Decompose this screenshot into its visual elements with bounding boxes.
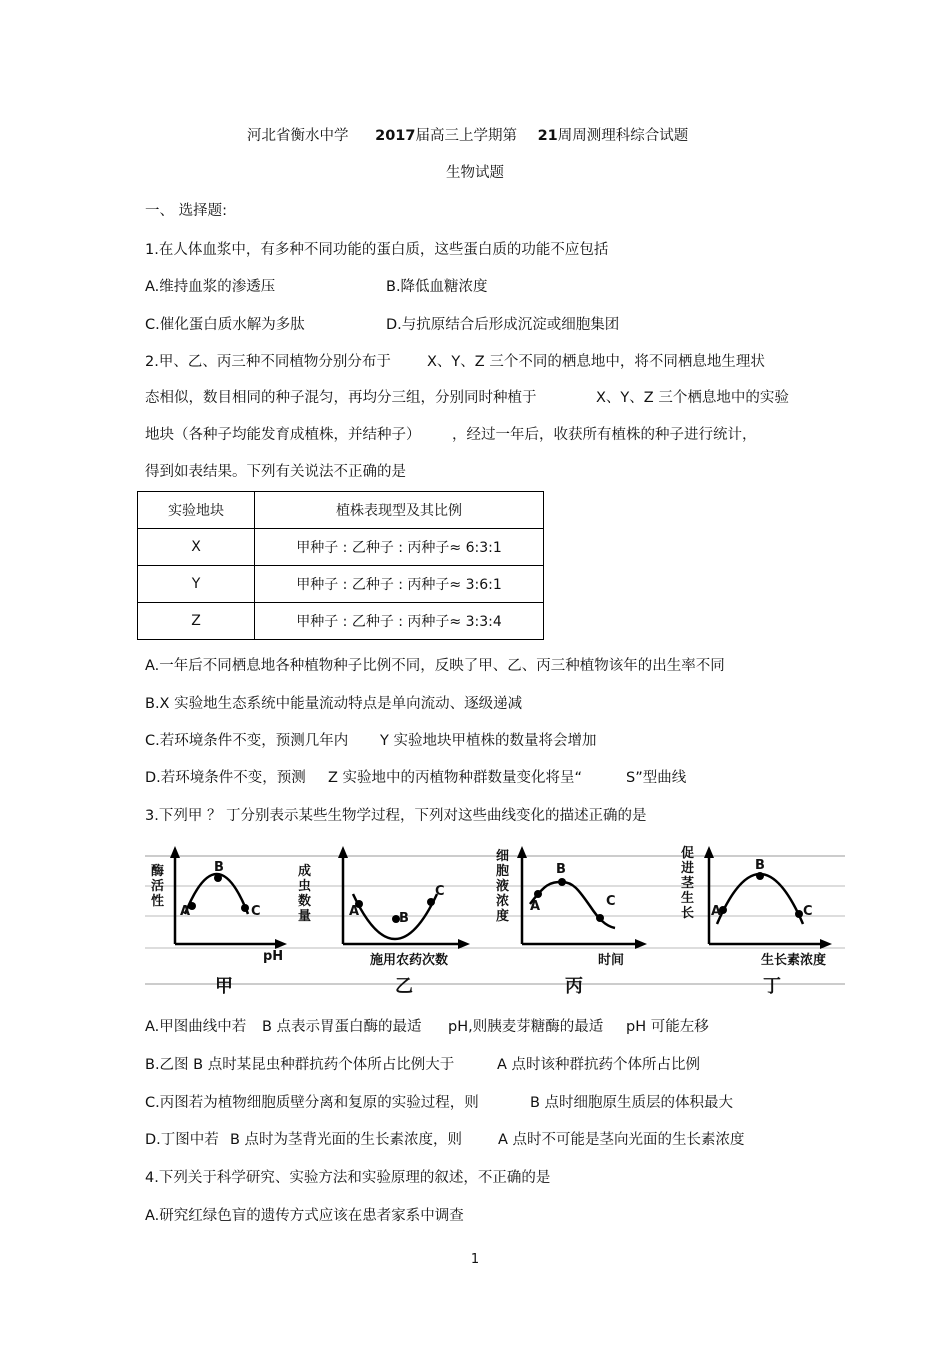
- q3-option-a-part4: pH 可能左移: [626, 1019, 709, 1035]
- q2-table: [137, 491, 544, 640]
- point-b-label: B: [556, 862, 566, 877]
- point-c-label: C: [803, 904, 813, 919]
- q3-figure: [145, 844, 845, 997]
- q3-stem: 3.下列甲 ？ 丁分别表示某些生物学过程，下列对这些曲线变化的描述正确的是: [145, 808, 647, 824]
- q2-option-c-part2: Y 实验地块甲植株的数量将会增加: [380, 733, 597, 749]
- exam-title: [247, 127, 688, 145]
- graph-bing-xlabel: 时间: [598, 953, 625, 968]
- graph-bing-ylabel: 细胞液浓度: [496, 849, 510, 924]
- graph-yi-ylabel: 成虫数量: [298, 864, 312, 924]
- q2-option-c-part1: C.若环境条件不变，预测几年内: [145, 733, 349, 749]
- point-b-label: B: [214, 860, 224, 875]
- q2-option-a: A.一年后不同栖息地各种植物种子比例不同，反映了甲、乙、丙三种植物该年的出生率不同: [145, 658, 725, 674]
- table-row: [138, 566, 544, 603]
- graph-bing-caption: 丙: [565, 976, 583, 997]
- title-part-2: 2017: [375, 128, 416, 144]
- graph-jia-ylabel: 酶活性: [151, 864, 165, 909]
- graph-ding-ylabel: 促进茎生长: [681, 846, 695, 921]
- q1-option-d: D.与抗原结合后形成沉淀或细胞集团: [386, 317, 620, 333]
- table-row: [138, 529, 544, 566]
- point-a-label: A: [349, 904, 360, 919]
- point-b-label: B: [399, 911, 409, 926]
- title-part-1: 河北省衡水中学: [247, 128, 349, 144]
- table-cell: 甲种子 : 乙种子 : 丙种子≈ 3:3:4: [255, 603, 544, 640]
- graph-jia-caption: 甲: [215, 976, 233, 997]
- q2-stem-3b: ，经过一年后，收获所有植株的种子进行统计，: [452, 427, 757, 443]
- q3-option-d-part1: D.丁图中若: [145, 1132, 219, 1148]
- point-a-label: A: [530, 899, 541, 914]
- title-part-5: 周周测理科综合试题: [557, 128, 689, 144]
- graph-ding-caption: 丁: [763, 976, 781, 997]
- q3-option-a-part3: pH,则胰麦芽糖酶的最适: [448, 1019, 604, 1035]
- q3-option-c-part1: C.丙图若为植物细胞质壁分离和复原的实验过程，则: [145, 1095, 479, 1111]
- title-part-4: 21: [537, 128, 558, 144]
- graph-jia: [145, 844, 315, 997]
- q2-stem-2a: 态相似，数目相同的种子混匀，再均分三组，分别同时种植于: [145, 390, 537, 406]
- point-a-label: A: [711, 904, 722, 919]
- q3-option-c-part2: B 点时细胞原生质层的体积最大: [530, 1095, 734, 1111]
- table-row: [138, 603, 544, 640]
- q3-option-a-part2: B 点表示胃蛋白酶的最适: [262, 1019, 422, 1035]
- graph-bing: [490, 844, 670, 997]
- table-cell: Z: [138, 603, 255, 640]
- q2-stem-2b: X、Y、Z 三个栖息地中的实验: [596, 390, 789, 406]
- q4-stem: 4.下列关于科学研究、实验方法和实验原理的叙述，不正确的是: [145, 1170, 551, 1186]
- q2-option-d-part2: Z 实验地中的丙植物种群数量变化将呈“: [328, 770, 583, 786]
- q2-stem-1b: X、Y、Z 三个不同的栖息地中，将不同栖息地生理状: [427, 354, 765, 370]
- table-header-cell: 植株表现型及其比例: [255, 492, 544, 529]
- point-c-label: C: [251, 904, 261, 919]
- graph-jia-xlabel: pH: [263, 949, 284, 964]
- q3-option-b-part1: B.乙图 B 点时某昆虫种群抗药个体所占比例大于: [145, 1057, 455, 1073]
- graph-bing-axes: [490, 844, 670, 974]
- table-header-cell: 实验地块: [138, 492, 255, 529]
- q2-option-d-part3: S”型曲线: [626, 770, 687, 786]
- table-header-row: [138, 492, 544, 529]
- q2-stem-4: 得到如表结果。下列有关说法不正确的是: [145, 464, 406, 480]
- graph-yi-caption: 乙: [395, 976, 413, 997]
- point-a-label: A: [180, 904, 191, 919]
- q3-option-d-part2: B 点时为茎背光面的生长素浓度，则: [230, 1132, 463, 1148]
- subject-title: 生物试题: [446, 165, 504, 181]
- q2-option-d-part1: D.若环境条件不变，预测: [145, 770, 306, 786]
- table-cell: 甲种子 : 乙种子 : 丙种子≈ 6:3:1: [255, 529, 544, 566]
- q3-option-d-part3: A 点时不可能是茎向光面的生长素浓度: [498, 1132, 745, 1148]
- q1-option-b: B.降低血糖浓度: [386, 279, 488, 295]
- q1-option-c: C.催化蛋白质水解为多肽: [145, 317, 305, 333]
- q4-option-a: A.研究红绿色盲的遗传方式应该在患者家系中调查: [145, 1208, 464, 1224]
- table-cell: Y: [138, 566, 255, 603]
- point-c-label: C: [606, 894, 616, 909]
- table-cell: X: [138, 529, 255, 566]
- q1-option-a: A.维持血浆的渗透压: [145, 279, 276, 295]
- graph-yi: [295, 844, 485, 997]
- point-c-label: C: [435, 884, 445, 899]
- q2-option-b: B.X 实验地生态系统中能量流动特点是单向流动、逐级递减: [145, 696, 523, 712]
- graph-ding: [675, 844, 845, 997]
- graph-ding-xlabel: 生长素浓度: [761, 953, 827, 968]
- page-number: 1: [470, 1252, 480, 1267]
- q2-stem-3a: 地块（各种子均能发育成植株，并结种子）: [145, 427, 421, 443]
- graph-jia-axes: [145, 844, 315, 974]
- point-b-label: B: [755, 858, 765, 873]
- section-heading: 一、 选择题:: [145, 203, 227, 219]
- q3-option-a-part1: A.甲图曲线中若: [145, 1019, 247, 1035]
- graph-yi-xlabel: 施用农药次数: [370, 953, 449, 968]
- q2-stem-1a: 2.甲、乙、丙三种不同植物分别分布于: [145, 354, 391, 370]
- title-part-3: 届高三上学期第: [415, 128, 517, 144]
- q3-option-b-part2: A 点时该种群抗药个体所占比例: [497, 1057, 701, 1073]
- q1-stem: 1.在人体血浆中，有多种不同功能的蛋白质，这些蛋白质的功能不应包括: [145, 242, 609, 258]
- table-cell: 甲种子 : 乙种子 : 丙种子≈ 3:6:1: [255, 566, 544, 603]
